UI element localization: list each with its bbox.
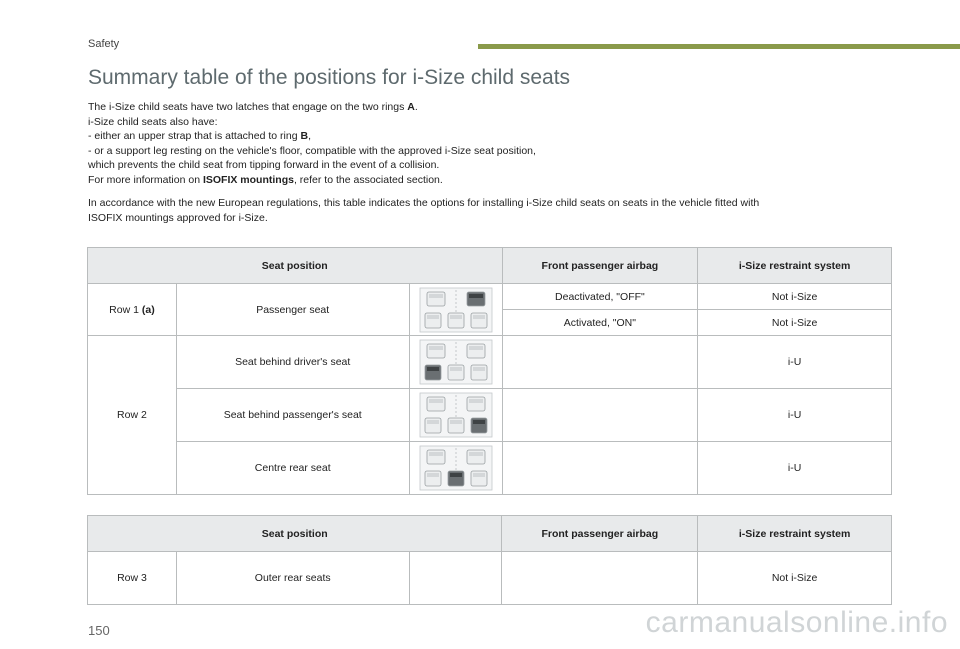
table-row bbox=[88, 552, 892, 605]
intro-line: In accordance with the new European regulations, this table indicates the options for installing i-Size child seats on seats in the vehicle fitted with bbox=[88, 197, 760, 209]
restraint-system: i-U bbox=[698, 336, 892, 389]
airbag-status bbox=[502, 552, 698, 605]
watermark: carmanualsonline.info bbox=[645, 606, 948, 639]
airbag-status: Deactivated, "OFF" bbox=[502, 284, 698, 310]
seat-diagram-rear-right-icon bbox=[409, 389, 502, 442]
seat-diagram-rear-left-icon bbox=[409, 336, 502, 389]
header-restraint-system: i-Size restraint system bbox=[698, 516, 892, 552]
section-label: Safety bbox=[88, 38, 120, 50]
header-restraint-system: i-Size restraint system bbox=[698, 248, 892, 284]
section-accent-bar bbox=[478, 44, 960, 49]
restraint-system: Not i-Size bbox=[698, 284, 892, 310]
row-label-row3: Row 3 bbox=[88, 552, 177, 605]
table-row bbox=[88, 389, 892, 442]
airbag-status bbox=[502, 389, 698, 442]
isize-table-row-3 bbox=[87, 515, 892, 605]
table-row bbox=[88, 442, 892, 495]
intro-line: which prevents the child seat from tipping forward in the event of a collision. bbox=[88, 159, 440, 171]
airbag-status bbox=[502, 442, 698, 495]
seat-name: Outer rear seats bbox=[176, 552, 409, 605]
restraint-system: Not i-Size bbox=[698, 310, 892, 336]
isize-table-rows-1-2 bbox=[87, 247, 892, 495]
intro-line: i-Size child seats also have: bbox=[88, 115, 218, 128]
restraint-system: i-U bbox=[698, 442, 892, 495]
intro-line: ISOFIX mountings approved for i-Size. bbox=[88, 211, 268, 224]
seat-name: Seat behind passenger's seat bbox=[176, 389, 409, 442]
airbag-status bbox=[502, 336, 698, 389]
intro-line: - or a support leg resting on the vehicle's floor, compatible with the approved i-Size seat position, bbox=[88, 144, 536, 157]
row-label-row2: Row 2 bbox=[88, 336, 177, 495]
empty-diagram-cell bbox=[409, 552, 502, 605]
header-seat-position: Seat position bbox=[88, 516, 502, 552]
row-label-row1: Row 1 (a) bbox=[88, 284, 177, 336]
seat-name: Passenger seat bbox=[176, 284, 409, 336]
table-header-row bbox=[88, 248, 892, 284]
airbag-status: Activated, "ON" bbox=[502, 310, 698, 336]
header-front-airbag: Front passenger airbag bbox=[502, 516, 698, 552]
seat-diagram-front-passenger-icon bbox=[409, 284, 502, 336]
page-number: 150 bbox=[88, 623, 110, 638]
intro-line: The i-Size child seats have two latches that engage on the two rings A. bbox=[88, 101, 418, 113]
restraint-system: i-U bbox=[698, 389, 892, 442]
intro-line: For more information on ISOFIX mountings, refer to the associated section. bbox=[88, 173, 443, 186]
table-header-row bbox=[88, 516, 892, 552]
intro-line: - either an upper strap that is attached to ring B, bbox=[88, 130, 311, 142]
table-row bbox=[88, 336, 892, 389]
seat-name: Seat behind driver's seat bbox=[176, 336, 409, 389]
seat-diagram-rear-centre-icon bbox=[409, 442, 502, 495]
seat-name: Centre rear seat bbox=[176, 442, 409, 495]
table-row bbox=[88, 284, 892, 310]
header-seat-position: Seat position bbox=[88, 248, 503, 284]
header-front-airbag: Front passenger airbag bbox=[502, 248, 698, 284]
restraint-system: Not i-Size bbox=[698, 552, 892, 605]
intro-text bbox=[88, 100, 888, 225]
page-title: Summary table of the positions for i-Size child seats bbox=[88, 66, 571, 89]
